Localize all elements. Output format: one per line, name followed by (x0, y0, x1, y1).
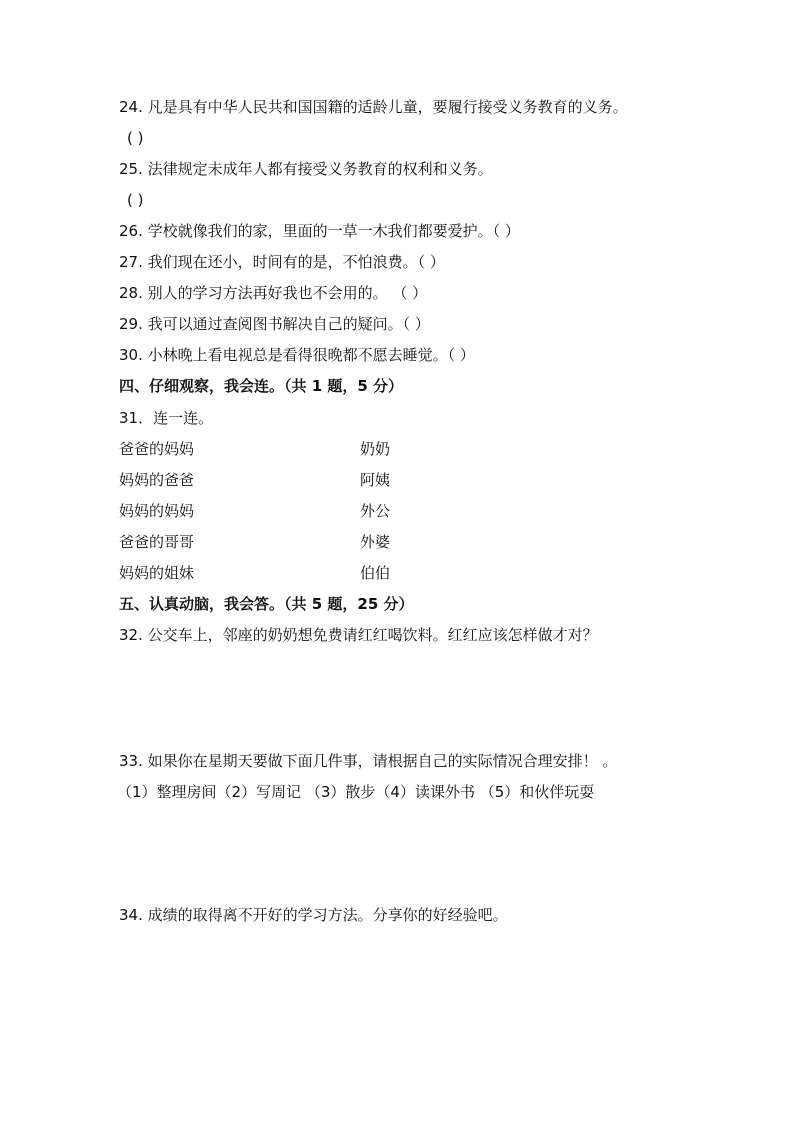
relation-left-3: 妈妈的妈妈 (119, 502, 195, 520)
question-30: 30. 小林晚上看电视总是看得很晚都不愿去睡觉。（ ） (119, 346, 475, 364)
question-26: 26. 学校就像我们的家，里面的一草一木我们都要爱护。（ ） (119, 222, 520, 240)
question-33: 33. 如果你在星期天要做下面几件事，请根据自己的实际情况合理安排！ 。 (119, 752, 618, 770)
section-5-heading: 五、认真动脑，我会答。（共 5 题，25 分） (119, 595, 414, 613)
relation-left-1: 爸爸的妈妈 (119, 440, 195, 458)
relation-left-5: 妈妈的姐妹 (119, 564, 195, 582)
section-4-heading: 四、仔细观察，我会连。（共 1 题，5 分） (119, 377, 404, 395)
question-31: 31．连一连。 (119, 409, 214, 427)
question-25: 25. 法律规定未成年人都有接受义务教育的权利和义务。 (119, 160, 493, 178)
answer-paren-25: ( ) (127, 191, 144, 209)
relation-right-3: 外公 (360, 502, 391, 520)
question-27: 27. 我们现在还小，时间有的是，不怕浪费。（ ） (119, 253, 445, 271)
relation-right-4: 外婆 (360, 533, 391, 551)
question-28: 28. 别人的学习方法再好我也不会用的。 （ ） (119, 284, 428, 302)
question-34: 34. 成绩的取得离不开好的学习方法。分享你的好经验吧。 (119, 906, 508, 924)
relation-right-5: 伯伯 (360, 564, 391, 582)
relation-left-4: 爸爸的哥哥 (119, 533, 195, 551)
relation-right-1: 奶奶 (360, 440, 391, 458)
question-29: 29. 我可以通过查阅图书解决自己的疑问。（ ） (119, 315, 430, 333)
relation-left-2: 妈妈的爸爸 (119, 471, 195, 489)
question-33-items: （1）整理房间（2）写周记 （3）散步（4）读课外书 （5）和伙伴玩耍 (117, 783, 595, 801)
answer-paren-24: ( ) (127, 129, 144, 147)
question-24: 24. 凡是具有中华人民共和国国籍的适龄儿童，要履行接受义务教育的义务。 (119, 98, 628, 116)
question-32: 32. 公交车上，邻座的奶奶想免费请红红喝饮料。红红应该怎样做才对？ (119, 626, 598, 644)
relation-right-2: 阿姨 (360, 471, 391, 489)
